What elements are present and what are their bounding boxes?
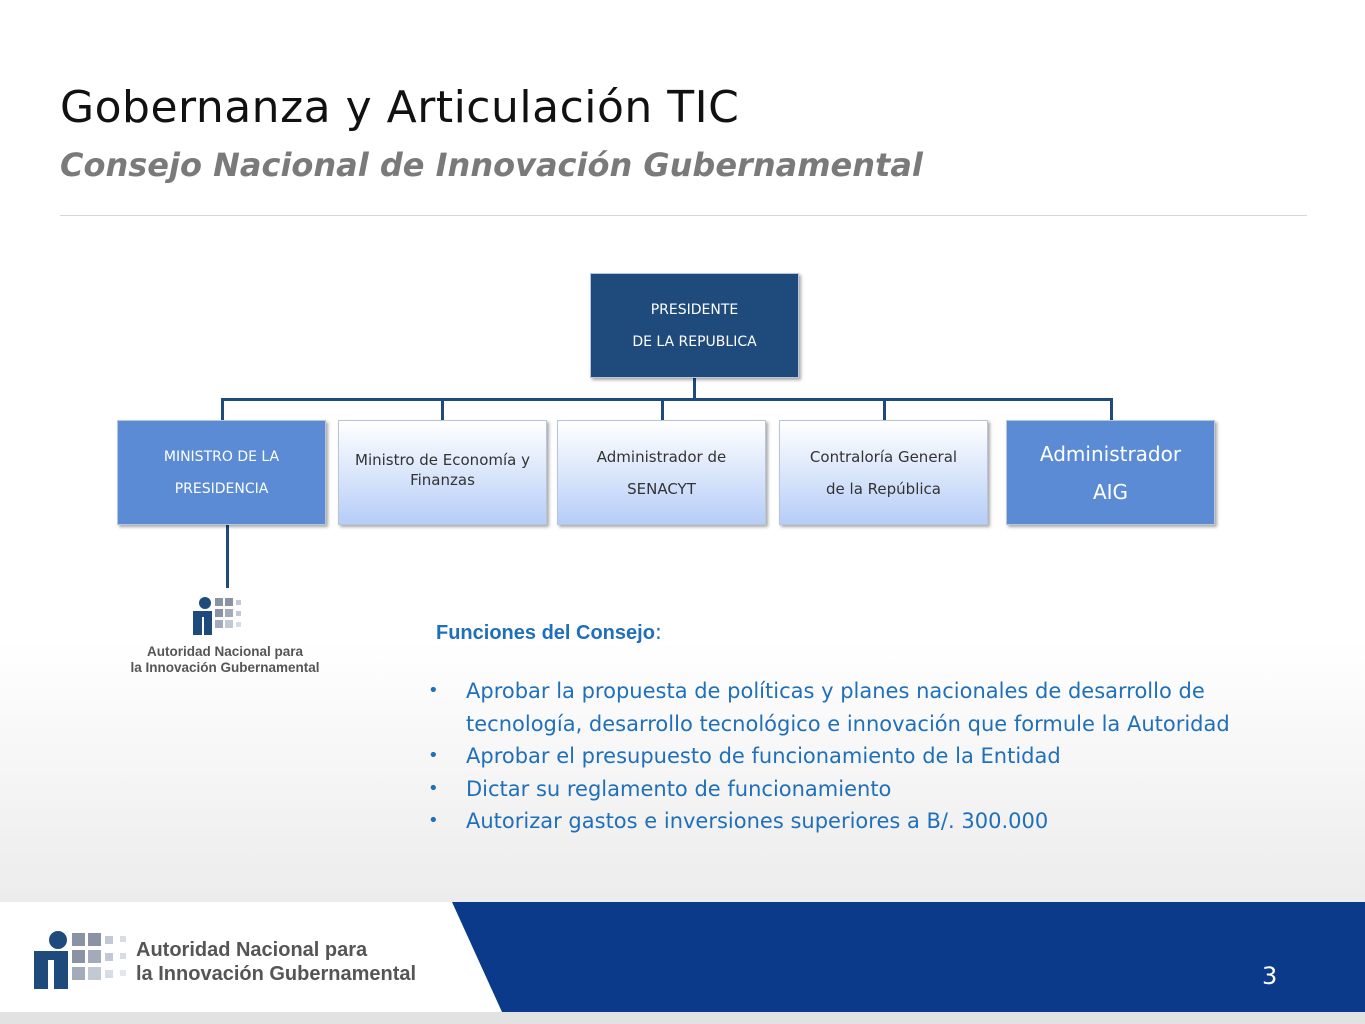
aig-logo-chart (120, 594, 330, 676)
slide-subtitle: Consejo Nacional de Innovación Gubernamental (60, 146, 923, 184)
footer-logo-line1: Autoridad Nacional para (136, 939, 368, 961)
node-ministro-presidencia-line2: PRESIDENCIA (174, 480, 269, 497)
footer-strip (0, 1012, 1365, 1024)
connector-root-down (693, 378, 696, 400)
connector-child-4 (883, 398, 886, 420)
page-number: 3 (1262, 962, 1278, 990)
aig-logo-text-line1: Autoridad Nacional para (146, 644, 304, 659)
slide-title: Gobernanza y Articulación TIC (60, 82, 740, 133)
connector-child-3 (661, 398, 664, 420)
node-ministro-economia-line2: Finanzas (410, 470, 475, 489)
node-contraloria-line1: Contraloría General (809, 447, 958, 466)
node-administrador-aig-line2: AIG (1092, 479, 1129, 504)
node-contraloria (779, 420, 988, 525)
footer-logo-mark (34, 930, 130, 996)
node-ministro-presidencia-line1: MINISTRO DE LA (163, 448, 280, 465)
connector-to-logo (226, 525, 229, 588)
functions-list (428, 675, 1288, 838)
node-contraloria-line2: de la República (826, 479, 941, 498)
list-item: • Autorizar gastos e inversiones superiores a B/. 300.000 (428, 805, 1288, 838)
node-administrador-aig-line1: Administrador (1039, 441, 1182, 466)
node-ministro-presidencia (117, 420, 326, 525)
node-administrador-senacyt-line1: Administrador de (596, 447, 727, 466)
connector-horizontal (221, 398, 1113, 401)
list-item: • Aprobar el presupuesto de funcionamiento de la Entidad (428, 740, 1288, 773)
node-presidente-line1: PRESIDENTE (650, 301, 739, 318)
functions-heading-row (428, 620, 1288, 645)
list-item: • Aprobar la propuesta de políticas y planes nacionales de desarrollo de tecnología, desarrollo tecnológico e innovación que formule la Autoridad (428, 675, 1288, 740)
aig-logo-footer-icon (34, 930, 130, 992)
node-ministro-economia (338, 420, 547, 525)
node-presidente-line2: DE LA REPUBLICA (632, 333, 757, 350)
title-divider (60, 215, 1307, 216)
footer-logo-line2: la Innovación Gubernamental (136, 963, 417, 985)
node-ministro-economia-line1: Ministro de Economía y (355, 450, 530, 469)
node-administrador-senacyt-line2: SENACYT (627, 479, 696, 498)
connector-child-1 (221, 398, 224, 420)
node-administrador-aig (1006, 420, 1215, 525)
connector-child-2 (441, 398, 444, 420)
footer-logo-text (136, 938, 416, 986)
aig-logo-text-line2: la Innovación Gubernamental (130, 660, 320, 675)
list-item: • Dictar su reglamento de funcionamiento (428, 773, 1288, 806)
functions-section (428, 620, 1288, 838)
aig-logo-mark-icon (120, 594, 330, 640)
functions-heading: Funciones del Consejo (436, 622, 655, 644)
node-presidente (590, 273, 799, 378)
node-administrador-senacyt (557, 420, 766, 525)
functions-heading-colon: : (654, 620, 662, 644)
connector-child-5 (1110, 398, 1113, 420)
